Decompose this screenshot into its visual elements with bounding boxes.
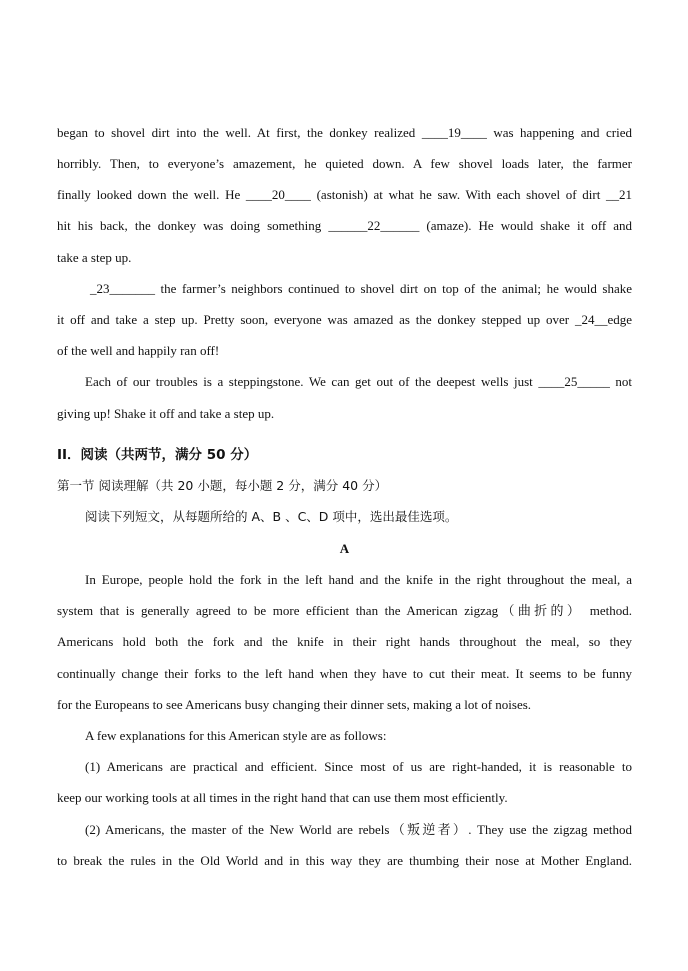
cloze-line-7 (57, 312, 632, 328)
text-segment: hit his back, the donkey was doing something (57, 218, 322, 233)
text-segment: began to shovel dirt into the well. At first, the donkey realized (57, 125, 416, 140)
cloze-line-4 (57, 218, 632, 234)
cloze-line-3 (57, 187, 632, 203)
text-segment: (amaze). He would shake it off and (426, 218, 632, 233)
passage-a-line-8: keep our working tools at all times in the right hand that can use them most efficiently. (57, 790, 508, 805)
blank-21: __21 (606, 187, 632, 202)
text-segment: edge (607, 312, 633, 327)
cloze-line-5: take a step up. (57, 250, 132, 265)
blank-19: ____19____ (421, 125, 487, 140)
cloze-line-9 (85, 374, 632, 390)
passage-a-line-3: Americans hold both the fork and the knife in their right hands throughout the meal, so they (57, 634, 632, 649)
blank-24: _24__ (574, 312, 608, 327)
passage-a-line-7: (1) Americans are practical and efficient. Since most of us are right-handed, it is reasonable to (85, 759, 632, 774)
blank-25: ____25_____ (538, 374, 610, 389)
blank-20: ____20____ (245, 187, 311, 202)
passage-a-line-5: for the Europeans to see Americans busy changing their dinner sets, making a lot of noises. (57, 697, 532, 712)
text-segment: it off and take a step up. Pretty soon, everyone was amazed as the donkey stepped up over (57, 312, 570, 327)
text-segment: not (615, 374, 633, 389)
cloze-line-6 (90, 281, 632, 297)
text-segment: finally looked down the well. He (57, 187, 241, 202)
passage-a-line-1: In Europe, people hold the fork in the left hand and the knife in the right throughout the meal, a (85, 572, 632, 587)
text-segment: Each of our troubles is a steppingstone. We can get out of the deepest wells just (85, 374, 533, 389)
blank-22: ______22______ (328, 218, 420, 233)
cloze-line-2: horribly. Then, to everyone’s amazement, he quieted down. A few shovel loads later, the farmer (57, 156, 632, 171)
passage-a-line-6: A few explanations for this American style are as follows: (85, 728, 387, 743)
passage-a-line-4: continually change their forks to the left hand when they have to cut their meat. It seems to be funny (57, 666, 632, 681)
text-segment: (astonish) at what he saw. With each shovel of dirt (316, 187, 601, 202)
blank-23: _23_______ (90, 281, 155, 296)
section-subheading: 第一节 阅读理解（共 20 小题，每小题 2 分，满分 40 分） (57, 478, 388, 493)
passage-a-line-10: to break the rules in the Old World and in this way they are thumbing their nose at Mother England. (57, 853, 632, 868)
section-instruction: 阅读下列短文，从每题所给的 A、B 、C、D 项中，选出最佳选项。 (85, 509, 458, 524)
cloze-line-8: of the well and happily ran off! (57, 343, 220, 358)
text-segment: the farmer’s neighbors continued to shovel dirt on top of the animal; he would shake (160, 281, 633, 296)
text-segment: was happening and cried (493, 125, 632, 140)
cloze-line-10: giving up! Shake it off and take a step up. (57, 406, 275, 421)
passage-label: A (339, 541, 350, 556)
passage-a-line-2: system that is generally agreed to be more efficient than the American zigzag（曲折的） method. (57, 603, 632, 618)
passage-a-line-9: (2) Americans, the master of the New World are rebels（叛逆者）. They use the zigzag method (85, 822, 632, 837)
cloze-line-1 (57, 125, 632, 141)
section-heading: II．阅读（共两节，满分 50 分） (57, 447, 258, 463)
